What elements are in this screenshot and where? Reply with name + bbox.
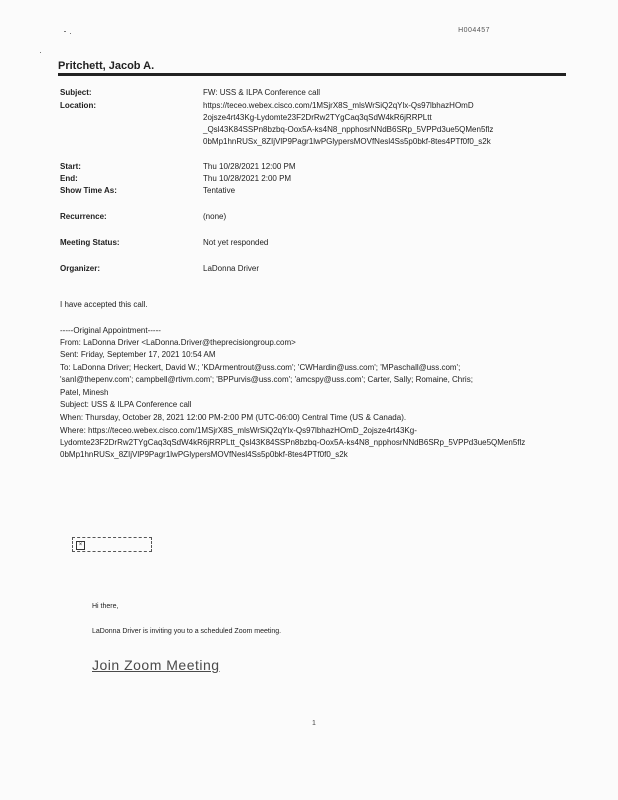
location-label: Location: (60, 101, 96, 110)
to-line: Patel, Minesh (60, 388, 109, 397)
show-time-as-label: Show Time As: (60, 186, 117, 195)
subject-line: Subject: USS & ILPA Conference call (60, 400, 192, 409)
original-appointment-header: -----Original Appointment----- (60, 326, 161, 335)
location-url-line: 0bMp1hnRUSx_8ZIjVlP9Pagr1lwPGlypersMOVfNesl4Ss5p0bkf-8tes4PTf0f0_s2k (203, 137, 491, 146)
scan-speck (70, 33, 71, 34)
show-time-as-value: Tentative (203, 186, 236, 195)
meeting-status-label: Meeting Status: (60, 238, 120, 247)
acceptance-note: I have accepted this call. (60, 300, 148, 309)
where-line: Where: https://teceo.webex.cisco.com/1MSjrX8S_mlsWrSiQ2qYlx-Qs97lbhazHOmD_2ojsze4rt43Kg- (60, 426, 417, 435)
organizer-label: Organizer: (60, 264, 101, 273)
scan-speck (64, 31, 66, 32)
where-line: Lydomte23F2DrRw2TYgCaq3qSdW4kR6jRRPLtt_Qsl43K84SSPn8bzbq-Oox5A-ks4N8_npphosrNNdB6SRp_5VPPd3ue5QMen5flz (60, 438, 526, 447)
meeting-status-value: Not yet responded (203, 238, 269, 247)
location-url-line: https://teceo.webex.cisco.com/1MSjrX8S_mlsWrSiQ2qYlx-Qs97lbhazHOmD (203, 101, 474, 110)
bates-number: H004457 (458, 27, 490, 34)
when-line: When: Thursday, October 28, 2021 12:00 PM-2:00 PM (UTC-06:00) Central Time (US & Canada). (60, 413, 407, 422)
organizer-value: LaDonna Driver (203, 264, 260, 273)
end-label: End: (60, 174, 78, 183)
join-zoom-meeting-link[interactable]: Join Zoom Meeting (92, 657, 220, 673)
footer-mark: 1 (312, 720, 316, 727)
location-url-line: _Qsl43K84SSPn8bzbq-Oox5A-ks4N8_npphosrNNdB6SRp_5VPPd3ue5QMen5flz (203, 125, 494, 134)
invite-text: LaDonna Driver is inviting you to a scheduled Zoom meeting. (92, 628, 282, 635)
to-line: To: LaDonna Driver; Heckert, David W.; 'KDArmentrout@uss.com'; 'CWHardin@uss.com'; 'MPaschall@uss.com'; (60, 363, 461, 372)
end-value: Thu 10/28/2021 2:00 PM (203, 174, 292, 183)
start-value: Thu 10/28/2021 12:00 PM (203, 162, 296, 171)
subject-label: Subject: (60, 88, 92, 97)
sent-line: Sent: Friday, September 17, 2021 10:54 AM (60, 350, 216, 359)
scan-speck (40, 52, 41, 53)
where-line: 0bMp1hnRUSx_8ZIjVlP9Pagr1lwPGlypersMOVfNesl4Ss5p0bkf-8tes4PTf0f0_s2k (60, 450, 348, 459)
broken-image-placeholder (72, 537, 152, 552)
header-rule (58, 73, 566, 76)
from-line: From: LaDonna Driver <LaDonna.Driver@theprecisiongroup.com> (60, 338, 296, 347)
greeting: Hi there, (92, 603, 119, 610)
document-author: Pritchett, Jacob A. (58, 60, 155, 72)
subject-value: FW: USS & ILPA Conference call (203, 88, 321, 97)
to-line: 'sanl@thepenv.com'; campbell@rtivm.com'; 'BPPurvis@uss.com'; 'amcspy@uss.com'; Carter, Sally; Romaine, Chris; (60, 375, 473, 384)
recurrence-label: Recurrence: (60, 212, 107, 221)
location-url-line: 2ojsze4rt43Kg-Lydomte23F2DrRw2TYgCaq3qSdW4kR6jRRPLtt (203, 113, 432, 122)
recurrence-value: (none) (203, 212, 227, 221)
start-label: Start: (60, 162, 81, 171)
broken-image-icon: × (76, 541, 85, 550)
